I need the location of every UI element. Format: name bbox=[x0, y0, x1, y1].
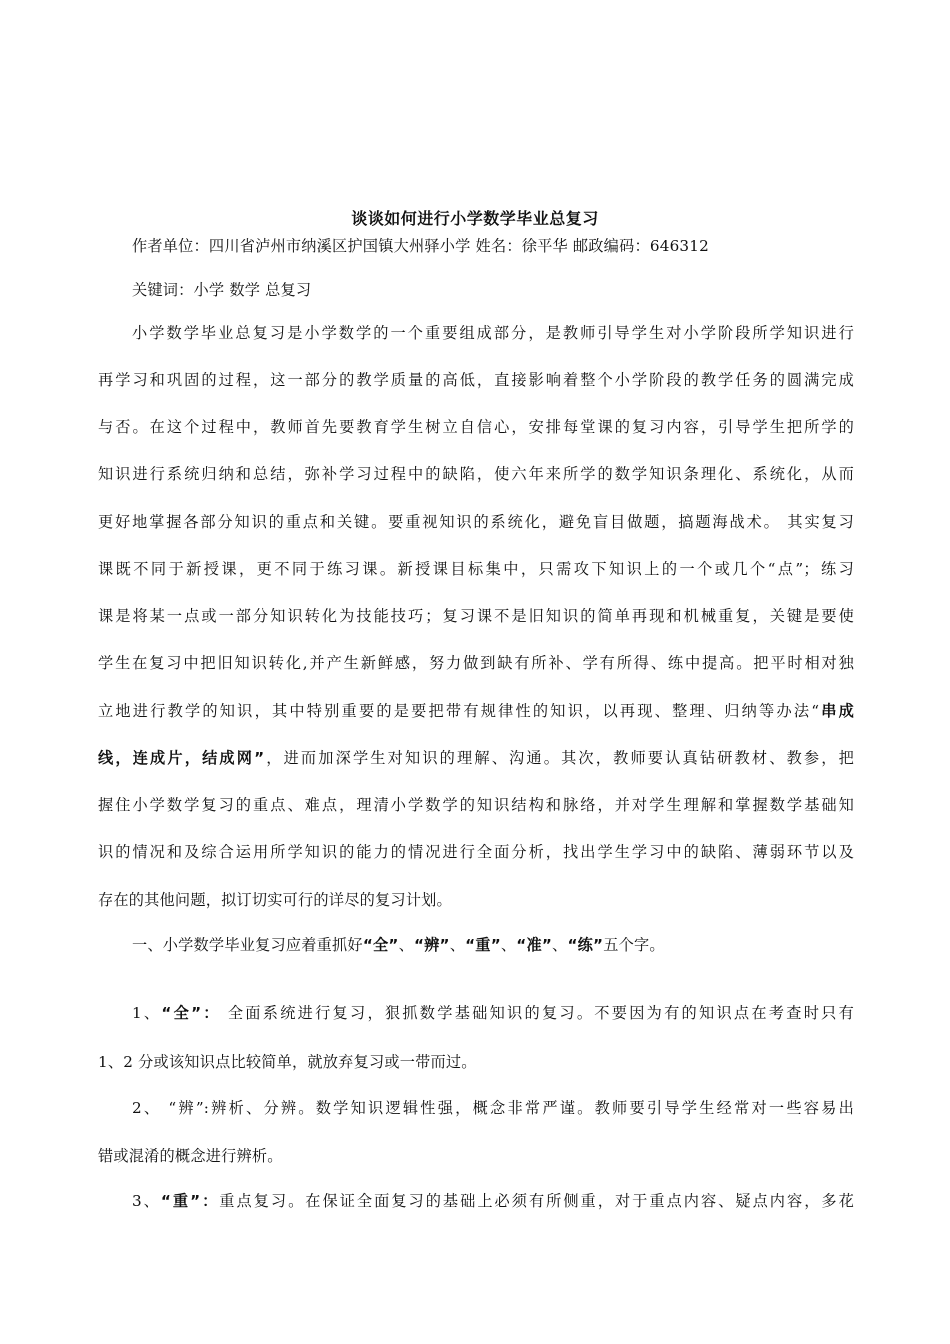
keyword-quan: “全” bbox=[362, 936, 399, 954]
list-number: 1、 bbox=[132, 1004, 162, 1022]
author-line: 作者单位：四川省泸州市纳溪区护国镇大州驿小学 姓名：徐平华 邮政编码：646312 bbox=[132, 237, 710, 255]
emphasis-text: 串成 bbox=[819, 702, 854, 720]
paragraph-line bbox=[98, 700, 854, 721]
paragraph-line bbox=[98, 747, 854, 768]
paragraph-line: 小学数学毕业总复习是小学数学的一个重要组成部分，是教师引导学生对小学阶段所学知识进行 bbox=[132, 324, 854, 342]
list-item-2-continuation: 错或混淆的概念进行辨析。 bbox=[98, 1147, 283, 1165]
section-heading-text: 五个字。 bbox=[603, 936, 665, 954]
keyword-zhong: “重” bbox=[465, 936, 501, 954]
separator: 、 bbox=[398, 936, 414, 954]
paragraph-text: 立地进行教学的知识，其中特别重要的是要把带有规律性的知识，以再现、整理、归纳等办法“ bbox=[98, 702, 820, 720]
separator: 、 bbox=[500, 936, 517, 954]
document-title: 谈谈如何进行小学数学毕业总复习 bbox=[351, 209, 599, 228]
keyword-bian: “辨” bbox=[413, 936, 450, 954]
list-item-2: 2、 “辨”:辨析、分辨。数学知识逻辑性强，概念非常严谨。教师要引导学生经常对一些容易出 bbox=[132, 1099, 854, 1117]
list-keyword: “重”： bbox=[160, 1192, 220, 1210]
paragraph-line: 更好地掌握各部分知识的重点和关键。要重视知识的系统化，避免盲目做题，搞题海战术。 其实复习 bbox=[98, 513, 854, 531]
paragraph-line: 再学习和巩固的过程，这一部分的教学质量的高低，直接影响着整个小学阶段的教学任务的圆满完成 bbox=[98, 371, 854, 389]
separator: 、 bbox=[449, 936, 466, 954]
list-item-1-continuation: 1、2 分或该知识点比较简单，就放弃复习或一带而过。 bbox=[98, 1053, 477, 1071]
keywords-line: 关键词：小学 数学 总复习 bbox=[132, 281, 312, 299]
paragraph-line: 知识进行系统归纳和总结，弥补学习过程中的缺陷，使六年来所学的数学知识条理化、系统化，从而 bbox=[98, 465, 854, 483]
paragraph-text: ，进而加深学生对知识的理解、沟通。其次，教师要认真钻研教材、教参，把 bbox=[264, 749, 854, 767]
list-item-1 bbox=[132, 1002, 854, 1023]
list-item-3 bbox=[132, 1190, 854, 1211]
list-text: 重点复习。在保证全面复习的基础上必须有所侧重，对于重点内容、疑点内容，多花 bbox=[219, 1192, 854, 1210]
paragraph-line: 学生在复习中把旧知识转化,并产生新鲜感，努力做到缺有所补、学有所得、练中提高。把平时相对独 bbox=[98, 654, 854, 672]
keyword-zhun: “准” bbox=[516, 936, 553, 954]
paragraph-line: 课是将某一点或一部分知识转化为技能技巧；复习课不是旧知识的简单再现和机械重复，关键是要使 bbox=[98, 607, 854, 625]
paragraph-line: 与否。在这个过程中，教师首先要教育学生树立自信心，安排每堂课的复习内容，引导学生把所学的 bbox=[98, 418, 854, 436]
keyword-lian: “练” bbox=[567, 936, 604, 954]
section-heading bbox=[132, 934, 854, 955]
paragraph-line: 存在的其他问题，拟订切实可行的详尽的复习计划。 bbox=[98, 891, 452, 909]
list-keyword: “全”： bbox=[161, 1004, 221, 1022]
emphasis-text: 线，连成片，结成网” bbox=[98, 749, 265, 767]
paragraph-line: 握住小学数学复习的重点、难点，理清小学数学的知识结构和脉络，并对学生理解和掌握数学基础知 bbox=[98, 796, 854, 814]
paragraph-line: 课既不同于新授课，更不同于练习课。新授课目标集中，只需攻下知识上的一个或几个“点”；练习 bbox=[98, 560, 854, 578]
section-heading-text: 一、小学数学毕业复习应着重抓好 bbox=[132, 936, 363, 954]
separator: 、 bbox=[552, 936, 568, 954]
list-number: 3、 bbox=[132, 1192, 161, 1210]
paragraph-line: 识的情况和及综合运用所学知识的能力的情况进行全面分析，找出学生学习中的缺陷、薄弱环节以及 bbox=[98, 843, 854, 861]
list-text: 全面系统进行复习，狠抓数学基础知识的复习。不要因为有的知识点在考查时只有 bbox=[220, 1004, 854, 1022]
